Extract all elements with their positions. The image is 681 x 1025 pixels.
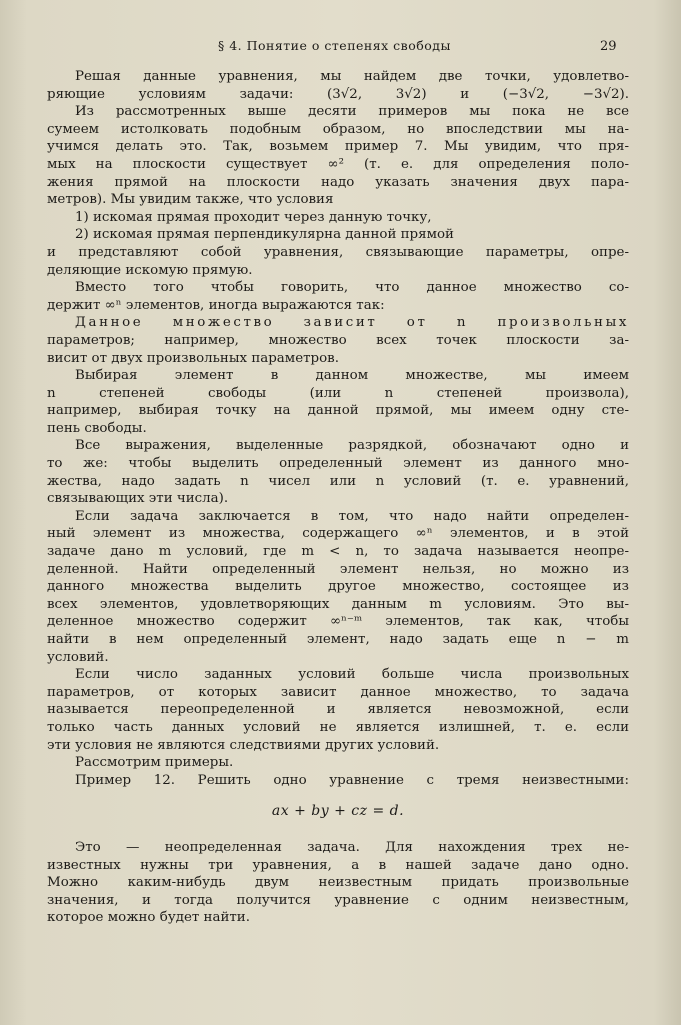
text-line: Рассмотрим примеры.: [75, 755, 234, 771]
text-line: ный элемент из множества, содержащего ∞ⁿ элементов, и в этой: [47, 526, 629, 542]
text-line: Выбирая элемент в данном множестве, мы имеем: [75, 368, 629, 384]
text-line: всех элементов, удовлетворяющих данным m условиям. Это вы-: [47, 596, 629, 612]
text-line: только часть данных условий не является излишней, т. е. если: [47, 719, 629, 735]
body-text: [47, 68, 629, 927]
text-line: параметров, от которых зависит данное множество, то задача: [47, 684, 629, 700]
text-line: Это — неопределенная задача. Для нахождения трех не-: [75, 839, 629, 855]
page-number: 29: [600, 39, 617, 54]
text-line: 2) искомая прямая перпендикулярна данной прямой: [75, 227, 454, 243]
text-line: мых на плоскости существует ∞² (т. е. для определения поло-: [47, 156, 629, 172]
text-line: пень свободы.: [47, 420, 147, 436]
text-line: Если число заданных условий больше числа произвольных: [75, 667, 629, 683]
text-line: 1) искомая прямая проходит через данную точку,: [75, 209, 432, 225]
text-line: жения прямой на плоскости надо указать значения двух пара-: [47, 174, 629, 190]
text-line: условий.: [47, 649, 109, 665]
text-line: Вместо того чтобы говорить, что данное множество со-: [75, 280, 629, 296]
text-line: деляющие искомую прямую.: [47, 262, 253, 278]
text-line: Пример 12. Решить одно уравнение с тремя неизвестными:: [75, 772, 629, 788]
text-line: Все выражения, выделенные разрядкой, обозначают одно и: [75, 438, 629, 454]
text-line: деленной. Найти определенный элемент нельзя, но можно из: [47, 561, 629, 577]
text-line: Из рассмотренных выше десяти примеров мы пока не все: [75, 104, 629, 120]
text-line: называется переопределенной и является невозможной, если: [47, 702, 629, 718]
text-line: Если задача заключается в том, что надо найти определен-: [75, 508, 629, 524]
text-line: найти в нем определенный элемент, надо задать еще n − m: [47, 632, 629, 647]
equation: ax + by + cz = d.: [271, 803, 405, 820]
paragraphs-after-formula: [47, 839, 629, 927]
text-line: данного множества выделить другое множество, состоящее из: [47, 579, 629, 595]
section-title: § 4. Понятие о степенях свободы: [218, 38, 451, 53]
text-line: Можно каким-нибудь двум неизвестным придать произвольные: [47, 875, 629, 891]
text-line: известных нужны три уравнения, а в нашей задаче дано одно.: [47, 857, 629, 873]
text-line: то же: чтобы выделить определенный элемент из данного мно-: [47, 456, 629, 472]
text-line: которое можно будет найти.: [47, 910, 250, 926]
text-line: жества, надо задать n чисел или n условий (т. е. уравнений,: [47, 473, 629, 489]
text-line: Решая данные уравнения, мы найдем две точки, удовлетво-: [75, 69, 629, 84]
text-line: параметров; например, множество всех точек плоскости за-: [47, 332, 629, 348]
paragraphs-before-formula: [47, 68, 629, 789]
text-line: метров). Мы увидим также, что условия: [47, 192, 334, 208]
text-line: ряющие условиям задачи: (3√2, 3√2) и (−3√2, −3√2).: [47, 86, 629, 102]
text-line: эти условия не являются следствиями других условий.: [47, 737, 440, 753]
page-header: [0, 38, 681, 58]
text-line: n степеней свободы (или n степеней произвола),: [47, 385, 629, 401]
text-line: учимся делать это. Так, возьмем пример 7. Мы увидим, что пря-: [47, 139, 629, 155]
text-line: связывающих эти числа).: [47, 491, 229, 507]
text-line: и представляют собой уравнения, связывающие параметры, опре-: [47, 244, 629, 260]
text-line: Данное множество зависит от n произвольных: [75, 315, 629, 331]
text-line: значения, и тогда получится уравнение с одним неизвестным,: [47, 892, 629, 908]
text-line: держит ∞ⁿ элементов, иногда выражаются так:: [47, 297, 385, 313]
text-line: деленное множество содержит ∞ⁿ⁻ᵐ элементов, так как, чтобы: [47, 614, 629, 630]
text-line: висит от двух произвольных параметров.: [47, 350, 339, 366]
text-line: например, выбирая точку на данной прямой, мы имеем одну сте-: [47, 403, 629, 419]
text-line: задаче дано m условий, где m < n, то задача называется неопре-: [47, 544, 629, 560]
text-line: сумеем истолковать подобным образом, но впоследствии мы на-: [47, 121, 629, 137]
